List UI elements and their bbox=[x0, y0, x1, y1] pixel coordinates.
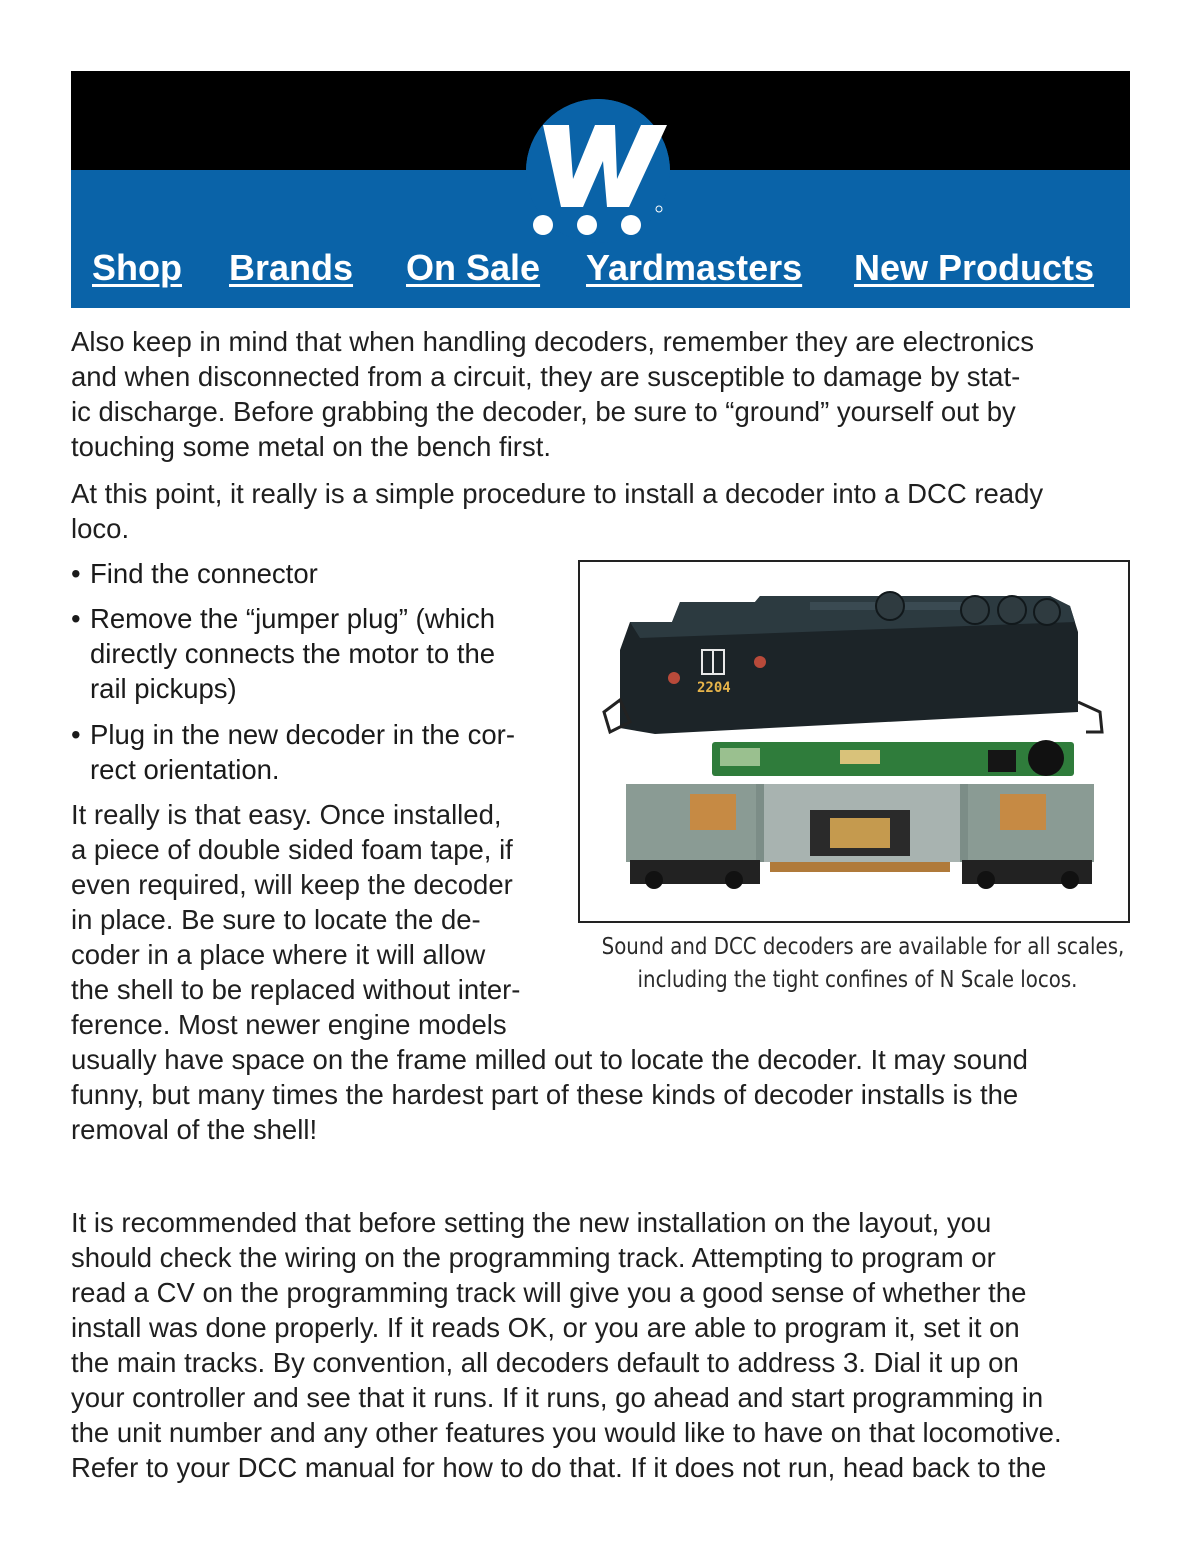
text-line: Find the connector bbox=[90, 558, 318, 589]
bullet-marker: • bbox=[71, 603, 81, 634]
text-line: the unit number and any other features you would like to have on that locomotive. bbox=[71, 1417, 1062, 1448]
nav-on-sale[interactable]: On Sale bbox=[406, 247, 541, 288]
text-line: At this point, it really is a simple procedure to install a decoder into a DCC ready bbox=[71, 478, 1044, 509]
paragraph-simple-procedure bbox=[71, 476, 1043, 546]
text-line: Plug in the new decoder in the cor- bbox=[90, 719, 515, 750]
text-line: even required, will keep the decoder bbox=[71, 869, 513, 900]
loco-number: 2204 bbox=[697, 680, 731, 696]
text-line: Also keep in mind that when handling decoders, remember they are electronics bbox=[71, 326, 1035, 357]
text-line: ference. Most newer engine models bbox=[71, 1009, 507, 1040]
text-line: a piece of double sided foam tape, if bbox=[71, 834, 513, 865]
text-line: rail pickups) bbox=[90, 673, 237, 704]
loco-shell bbox=[604, 592, 1102, 734]
locomotive-figure bbox=[578, 560, 1130, 923]
loco-chassis bbox=[626, 784, 1094, 889]
walthers-logo[interactable] bbox=[521, 95, 676, 245]
text-line: ic discharge. Before grabbing the decoder, be sure to “ground” yourself out by bbox=[71, 396, 1016, 427]
text-line: and when disconnected from a circuit, they are susceptible to damage by stat- bbox=[71, 361, 1021, 392]
paragraph-programming-track bbox=[71, 1205, 1062, 1485]
nav-new-products[interactable]: New Products bbox=[854, 247, 1095, 288]
site-header bbox=[71, 71, 1130, 308]
text-line: removal of the shell! bbox=[71, 1114, 318, 1145]
bullet-marker: • bbox=[71, 719, 81, 750]
text-line: in place. Be sure to locate the de- bbox=[71, 904, 481, 935]
text-line: should check the wiring on the programming track. Attempting to program or bbox=[71, 1242, 996, 1273]
paragraph-static-discharge bbox=[71, 324, 1034, 464]
bullet-marker: • bbox=[71, 558, 81, 589]
decoder-board bbox=[712, 740, 1074, 776]
text-line: rect orientation. bbox=[90, 754, 280, 785]
text-line: install was done properly. If it reads OK, or you are able to program it, set it on bbox=[71, 1312, 1020, 1343]
nav-brands[interactable]: Brands bbox=[229, 247, 354, 288]
main-nav bbox=[71, 247, 1130, 297]
locomotive-illustration bbox=[580, 562, 1128, 921]
caption-line: including the tight confines of N Scale locos. bbox=[637, 967, 1078, 993]
nav-shop[interactable]: Shop bbox=[92, 247, 182, 288]
text-line: directly connects the motor to the bbox=[90, 638, 496, 669]
nav-yardmasters[interactable]: Yardmasters bbox=[586, 247, 803, 288]
text-line: funny, but many times the hardest part of these kinds of decoder installs is the bbox=[71, 1079, 1019, 1110]
text-line: coder in a place where it will allow bbox=[71, 939, 486, 970]
figure-caption bbox=[601, 931, 1125, 997]
text-line: the main tracks. By convention, all decoders default to address 3. Dial it up on bbox=[71, 1347, 1019, 1378]
text-line: It is recommended that before setting the new installation on the layout, you bbox=[71, 1207, 992, 1238]
text-line: It really is that easy. Once installed, bbox=[71, 799, 502, 830]
text-line: Refer to your DCC manual for how to do that. If it does not run, head back to the bbox=[71, 1452, 1047, 1483]
text-line: usually have space on the frame milled out to locate the decoder. It may sound bbox=[71, 1044, 1028, 1075]
text-line: the shell to be replaced without inter- bbox=[71, 974, 521, 1005]
text-line: touching some metal on the bench first. bbox=[71, 431, 551, 462]
text-line: Remove the “jumper plug” (which bbox=[90, 603, 496, 634]
caption-line: Sound and DCC decoders are available for all scales, bbox=[601, 934, 1125, 960]
text-line: read a CV on the programming track will give you a good sense of whether the bbox=[71, 1277, 1027, 1308]
text-line: loco. bbox=[71, 513, 130, 544]
text-line: your controller and see that it runs. If it runs, go ahead and start programming in bbox=[71, 1382, 1044, 1413]
